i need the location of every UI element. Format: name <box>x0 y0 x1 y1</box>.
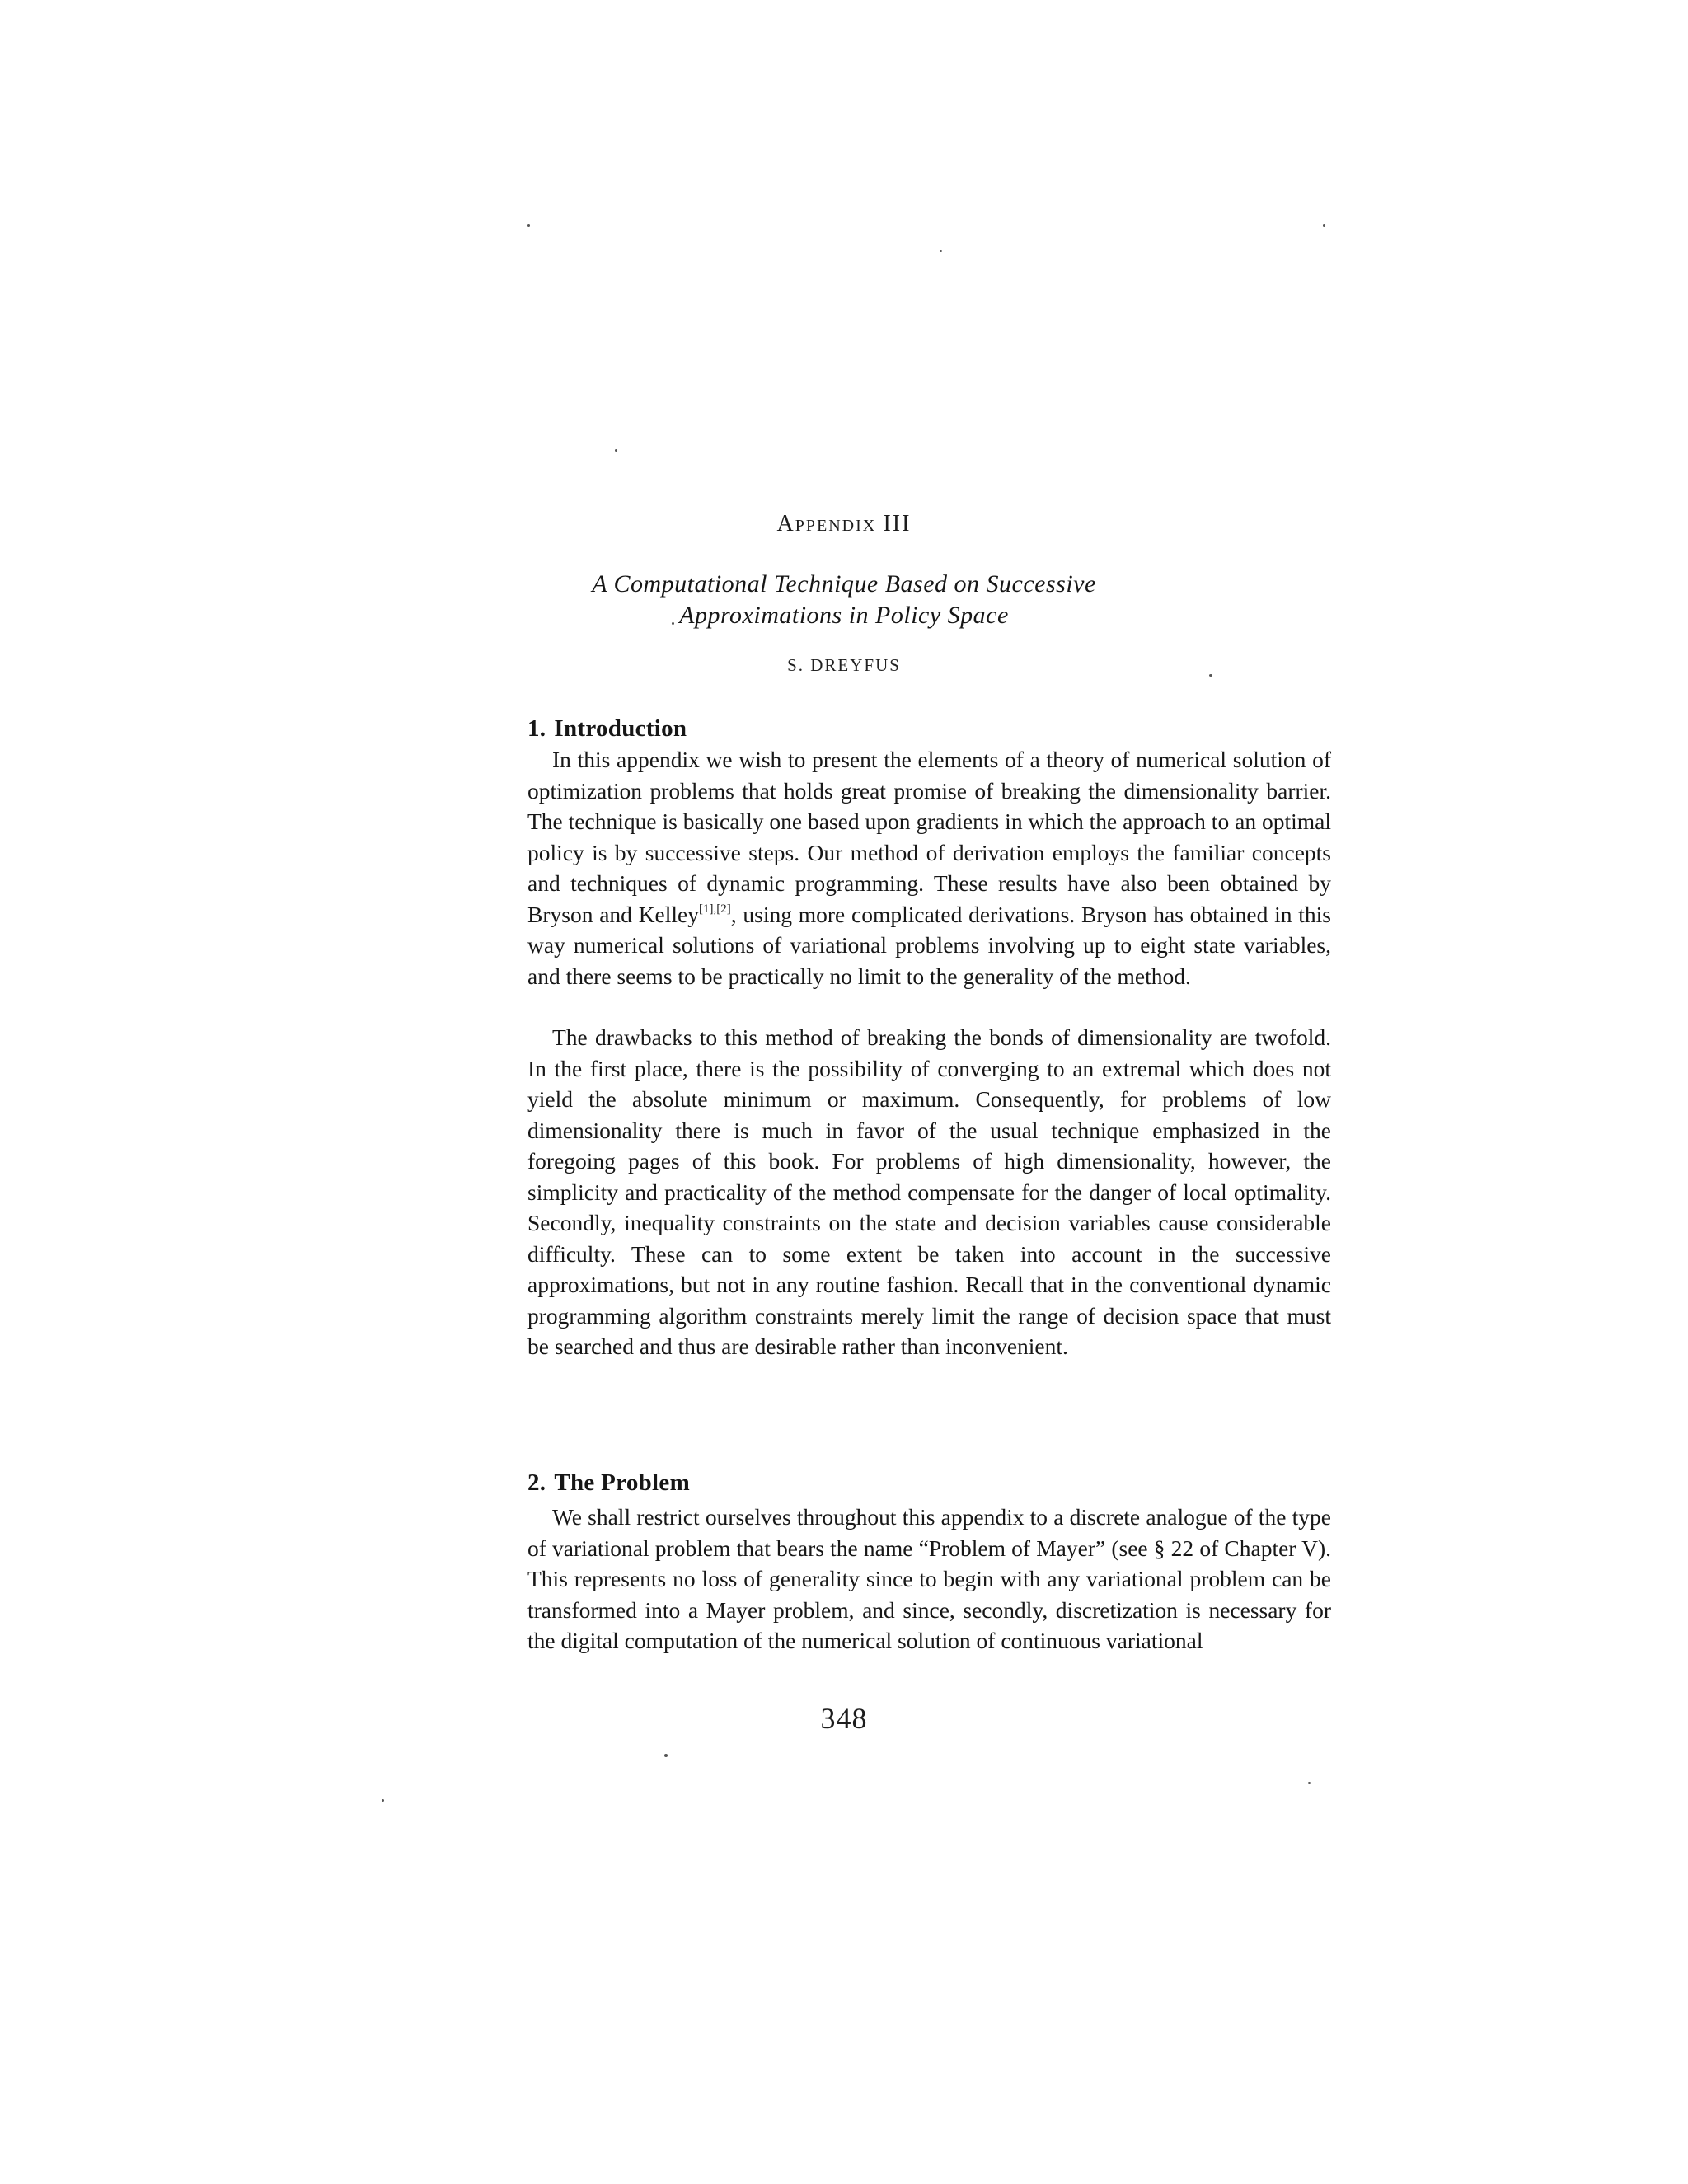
section-heading-the-problem <box>528 1469 690 1497</box>
section-number: 1. <box>528 715 546 742</box>
scan-speck <box>382 1799 384 1802</box>
section-heading-introduction <box>528 715 687 743</box>
appendix-label-initial: A <box>776 511 795 537</box>
appendix-heading <box>0 511 1688 537</box>
author-name: S. DREYFUS <box>787 655 901 675</box>
scan-speck <box>664 1754 668 1757</box>
paragraph-text: In this appendix we wish to present the elements of a theory of numerical solution of optimization problems that holds great promise of breaking the dimensionality barrier. The technique is basically one based upon gradients in which the approach to an optimal policy is by successive steps. Our method of derivation employs the familiar concepts and techniques of dynamic programming. These results have also been obtained by Bryson and Kelley <box>528 747 1331 927</box>
section-number: 2. <box>528 1469 546 1496</box>
introduction-paragraph-1 <box>528 744 1331 991</box>
scan-speck <box>940 250 942 252</box>
introduction-paragraph-2: The drawbacks to this method of breaking the bonds of dimensionality are twofold. In the first place, there is the possibility of converging to an extremal which does not yield the absolute minimum or maximum. Consequently, for problems of low dimensionality there is much in favor of the usual technique emphasized in the foregoing pages of this book. For problems of high dimensionality, however, the simplicity and practicality of the method compensate for the danger of local optimality. Secondly, inequality constraints on the state and decision variables cause considerable difficulty. These can to some extent be taken into account in the successive approximations, but not in any routine fashion. Recall that in the conventional dynamic programming algorithm constraints merely limit the range of decision space that must be searched and thus are desirable rather than inconvenient. <box>528 1024 1331 1359</box>
scan-speck <box>528 224 530 227</box>
scan-speck <box>1308 1782 1311 1784</box>
appendix-label-rest: PPENDIX <box>795 517 877 535</box>
section-title: Introduction <box>554 715 687 742</box>
chapter-title-line-1: A Computational Technique Based on Successive <box>592 570 1096 598</box>
appendix-numeral: III <box>883 511 912 537</box>
citation-reference: [1],[2] <box>699 902 731 916</box>
chapter-title-line-2: Approximations in Policy Space <box>679 602 1009 629</box>
scan-speck <box>615 449 617 452</box>
section-title: The Problem <box>554 1469 691 1496</box>
page-number: 348 <box>820 1702 868 1735</box>
scan-speck <box>1323 224 1325 227</box>
paragraph-text: , using more complicated derivations. Bryson has obtained in this way numerical solutions of variational problems involving up to eight state variables, and there seems to be practically no limit to the generality of the method. <box>528 901 1331 989</box>
problem-paragraph-1: We shall restrict ourselves throughout this appendix to a discrete analogue of the type of variational problem that bears the name “Problem of Mayer” (see § 22 of Chapter V). This represents no loss of generality since to begin with any variational problem can be transformed into a Mayer problem, and since, secondly, discretization is necessary for the digital computation of the numerical solution of continuous variational <box>528 1504 1331 1653</box>
